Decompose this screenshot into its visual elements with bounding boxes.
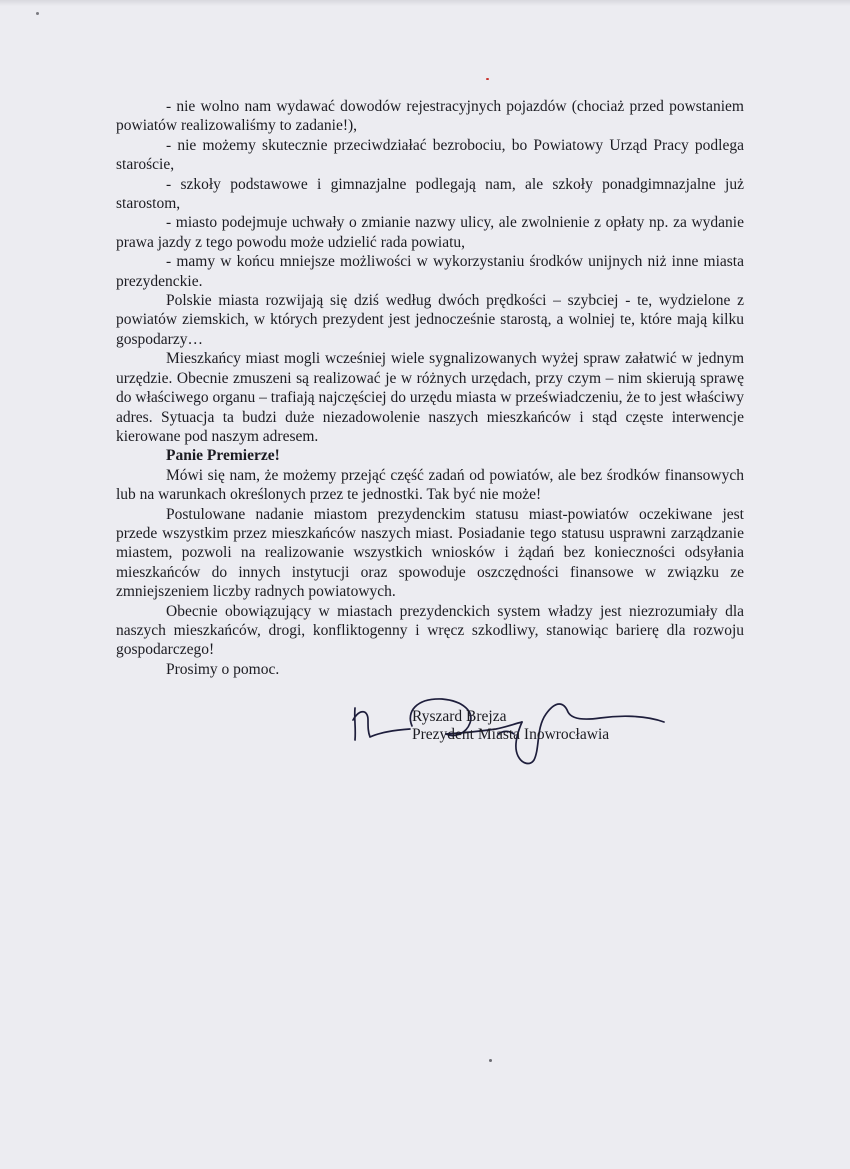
paragraph: - miasto podejmuje uchwały o zmianie nazwy ulicy, ale zwolnienie z opłaty np. za wydanie prawa jazdy z tego powodu może udzielić rada powiatu, bbox=[116, 214, 744, 251]
paragraph: Obecnie obowiązujący w miastach prezydenckich system władzy jest niezrozumiały dla naszych mieszkańców, drogi, konfliktogenny i wręcz szkodliwy, stanowiąc barierę dla rozwoju gospodarczego! bbox=[116, 602, 744, 659]
paragraph: - szkoły podstawowe i gimnazjalne podlegają nam, ale szkoły ponadgimnazjalne już starostom, bbox=[116, 175, 744, 213]
paragraph: - mamy w końcu mniejsze możliwości w wykorzystaniu środków unijnych niż inne miasta prezydenckie. bbox=[116, 253, 744, 290]
paragraph: Polskie miasta rozwijają się dziś według dwóch prędkości – szybciej - te, wydzielone z powiatów ziemskich, w których prezydent jest jednocześnie starostą, a wolniej te, które mają kilku gospodarzy… bbox=[116, 292, 744, 348]
salutation: Panie Premierze! bbox=[166, 447, 280, 465]
scan-edge bbox=[0, 0, 850, 6]
closing-line: Prosimy o pomoc. bbox=[166, 660, 280, 678]
paragraph: - nie możemy skutecznie przeciwdziałać bezrobociu, bo Powiatowy Urząd Pracy podlega staroście, bbox=[116, 136, 744, 174]
paragraph: Mieszkańcy miast mogli wcześniej wiele sygnalizowanych wyżej spraw załatwić w jednym urzędzie. Obecnie zmuszeni są realizować je w różnych urzędach, przy czym – nim skierują sprawę do właściwego organu – trafiają najczęściej do urzędu miasta w przeświadczeniu, że to jest właściwy adres. Sytuacja ta budzi duże niezadowolenie naszych mieszkańców i stąd częste interwencje kierowane pod naszym adresem. bbox=[116, 350, 744, 445]
paragraph: Mówi się nam, że możemy przejąć część zadań od powiatów, ale bez środków finansowych lub na warunkach określonych przez te jednostki. Tak być nie może! bbox=[116, 466, 744, 504]
scan-speck bbox=[486, 78, 489, 80]
scan-speck bbox=[489, 1059, 492, 1062]
paragraph: - nie wolno nam wydawać dowodów rejestracyjnych pojazdów (chociaż przed powstaniem powiatów realizowaliśmy to zadanie!), bbox=[116, 98, 744, 135]
paragraph: Postulowane nadanie miastom prezydenckim statusu miast-powiatów oczekiwane jest przede wszystkim przez mieszkańców naszych miast. Posiadanie tego statusu usprawni zarządzanie miastem, pozwoli na realizowanie wszystkich wniosków i żądań bez konieczności odsyłania mieszkańców do innych instytucji oraz spowoduje oszczędności finansowe w związku ze zmniejszeniem liczby radnych powiatowych. bbox=[116, 505, 744, 601]
scan-speck bbox=[36, 12, 39, 15]
signatory-name: Ryszard Brejza bbox=[412, 708, 507, 725]
signatory-title: Prezydent Miasta Inowrocławia bbox=[412, 726, 610, 743]
signature-block bbox=[346, 690, 676, 790]
letter-body bbox=[116, 97, 744, 679]
